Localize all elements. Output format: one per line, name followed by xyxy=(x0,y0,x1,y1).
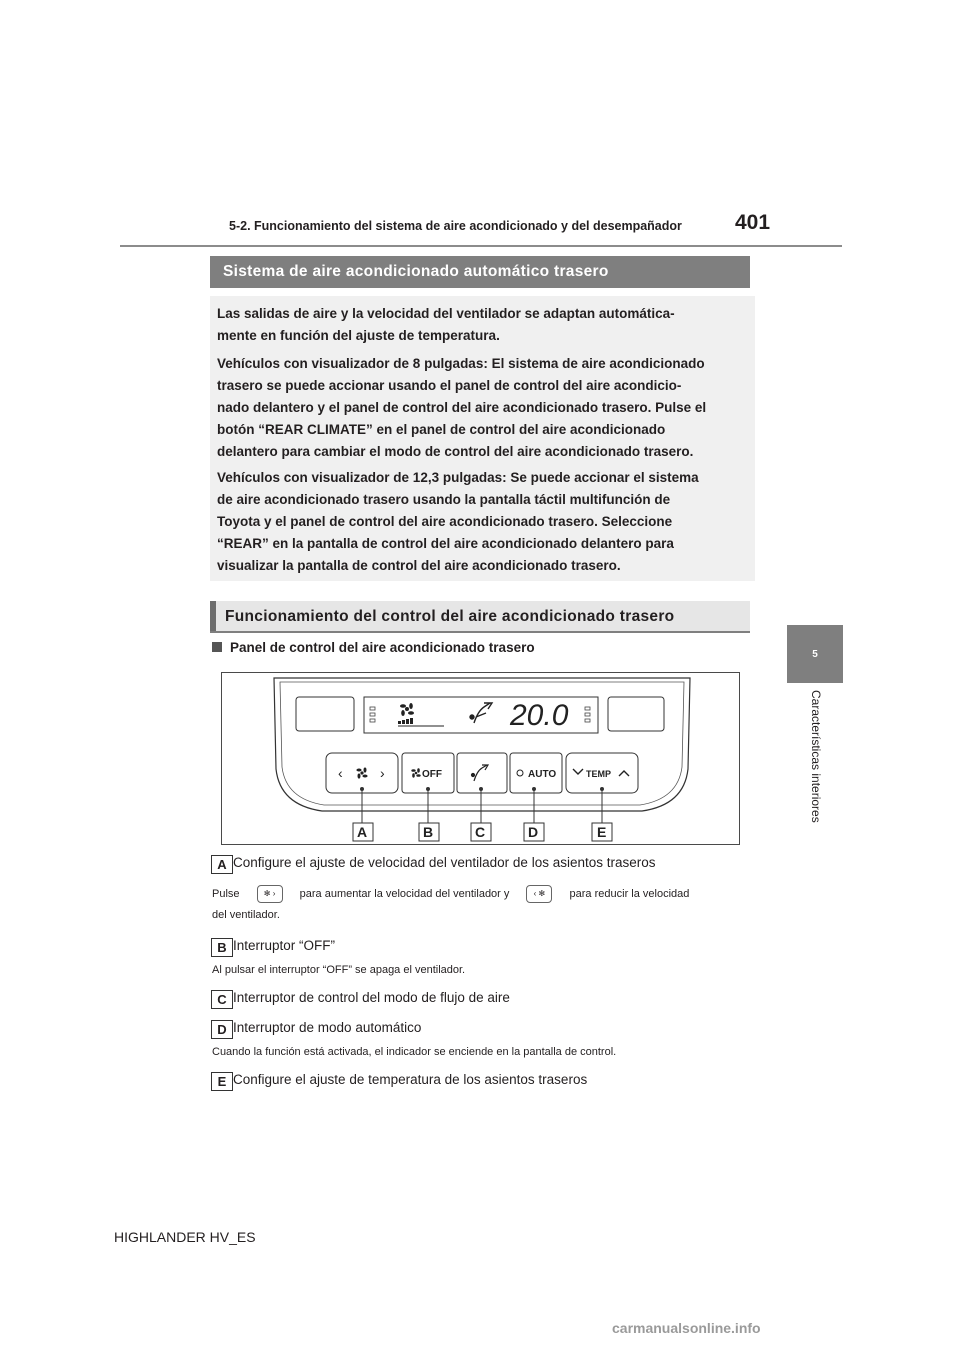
item-a-text: Configure el ajuste de velocidad del ventilador de los asientos traseros xyxy=(233,855,656,870)
display-airflow-icon xyxy=(470,703,492,723)
airflow-button-icon xyxy=(472,765,489,781)
item-b-note: Al pulsar el interruptor “OFF” se apaga el ventilador. xyxy=(212,964,466,976)
fan-down-button-icon: ‹ ✻ xyxy=(526,885,552,903)
page-number: 401 xyxy=(735,211,771,234)
footer-model: HIGHLANDER HV_ES xyxy=(114,1229,256,1245)
callout-e xyxy=(592,823,612,841)
fan-up-button-icon: ✻ › xyxy=(257,885,283,903)
section-title-automatic: Sistema de aire acondicionado automático trasero xyxy=(210,256,750,288)
item-letter-d: D xyxy=(211,1020,233,1039)
item-e-text: Configure el ajuste de temperatura de los asientos traseros xyxy=(233,1072,588,1087)
item-letter-c: C xyxy=(211,990,233,1009)
control-panel-illustration xyxy=(222,673,739,844)
chapter-label xyxy=(787,690,843,850)
svg-text:E: E xyxy=(597,824,607,840)
svg-text:‹: ‹ xyxy=(338,765,343,781)
callout-a xyxy=(353,823,373,841)
callout-b xyxy=(419,823,439,841)
intro-paragraph-2: Vehículos con visualizador de 8 pulgadas: El sistema de aire acondicionado trasero se puede accionar usando el panel de control del aire acondicio- nado delantero y el panel de control del aire acondicionado trasero. Pulse el botón “REAR CLIMATE” en el panel de control del aire acondicionado delantero para cambiar el modo de control del aire acondicionado trasero. xyxy=(217,356,707,459)
square-bullet-icon xyxy=(212,642,222,652)
temp-button-label: TEMP xyxy=(586,769,612,779)
intro-paragraph-3: Vehículos con visualizador de 12,3 pulgadas: Se puede accionar el sistema de aire acondicionado trasero usando la pantalla táctil multifunción de Toyota y el panel de control del aire acondicionado trasero. Seleccione “REAR” en la pantalla de control del aire acondicionado delantero para visualizar la pantalla de control del aire acondicionado trasero. xyxy=(217,470,699,573)
section-title-operation: Funcionamiento del control del aire acondicionado trasero xyxy=(210,601,750,633)
fan-icon xyxy=(356,767,367,778)
item-c-text: Interruptor de control del modo de flujo de aire xyxy=(233,990,510,1005)
item-d-text: Interruptor de modo automático xyxy=(233,1020,422,1035)
svg-text:A: A xyxy=(357,824,368,840)
svg-text:B: B xyxy=(423,824,434,840)
svg-text:C: C xyxy=(475,824,486,840)
item-letter-a: A xyxy=(211,855,233,874)
control-panel-figure xyxy=(221,672,740,845)
item-d-note: Cuando la función está activada, el indicador se enciende en la pantalla de control. xyxy=(212,1046,617,1058)
header-rule xyxy=(120,245,842,247)
item-letter-b: B xyxy=(211,938,233,957)
display-fan-level-bars xyxy=(398,718,444,726)
auto-button-label: AUTO xyxy=(528,769,557,780)
airflow-mode-button[interactable] xyxy=(457,753,507,793)
svg-text:D: D xyxy=(528,824,539,840)
callout-d xyxy=(524,823,544,841)
section-header: 5-2. Funcionamiento del sistema de aire acondicionado y del desempañador xyxy=(229,219,682,233)
section-title-rule xyxy=(210,631,750,633)
item-a-note: Pulse ✻ › para aumentar la velocidad del ventilador y ‹ ✻ para reducir la velocidad del ventilador. xyxy=(212,884,689,926)
off-button-label: OFF xyxy=(422,769,442,780)
chapter-number: 5 xyxy=(812,648,818,660)
item-letter-e: E xyxy=(211,1072,233,1091)
chapter-tab xyxy=(787,625,843,683)
off-fan-icon xyxy=(411,768,420,777)
display-temperature: 20.0 xyxy=(510,699,569,732)
temp-up-chevron-icon xyxy=(619,771,629,776)
subheading: Panel de control del aire acondicionado trasero xyxy=(212,640,535,655)
temp-down-chevron-icon xyxy=(573,769,583,774)
watermark: carmanualsonline.info xyxy=(612,1320,761,1336)
display-fan-icon xyxy=(400,703,414,716)
callout-c xyxy=(471,823,491,841)
auto-indicator-icon xyxy=(517,770,523,776)
svg-text:›: › xyxy=(380,765,385,781)
item-b-text: Interruptor “OFF” xyxy=(233,938,336,953)
chapter-title: Características interiores xyxy=(809,690,823,823)
intro-paragraph-1: Las salidas de aire y la velocidad del ventilador se adaptan automática- mente en función del ajuste de temperatura. xyxy=(217,306,675,343)
